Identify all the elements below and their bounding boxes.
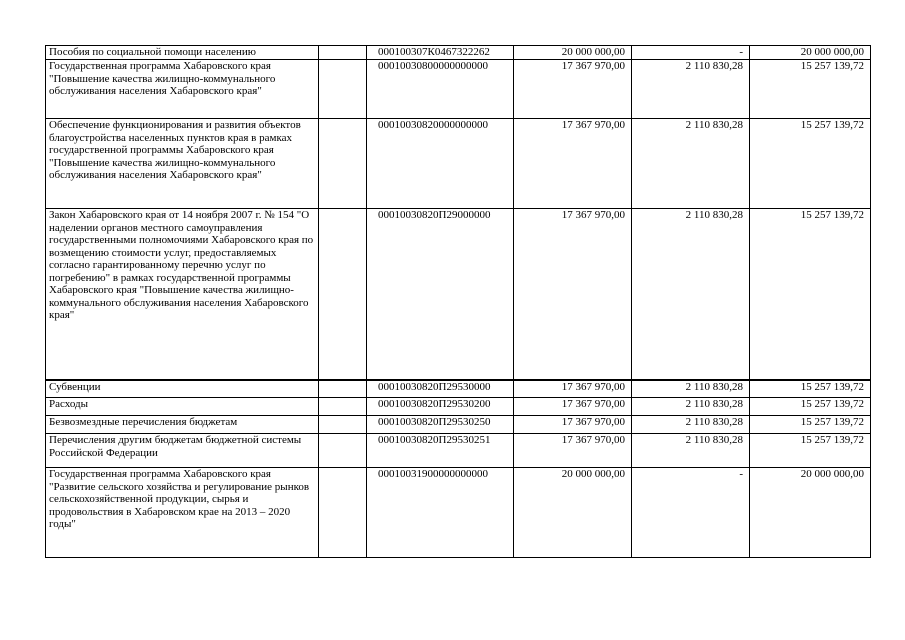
table-row	[46, 434, 871, 468]
row-name: Безвозмездные перечисления бюджетам	[46, 416, 319, 434]
row-name: Расходы	[46, 398, 319, 416]
row-change: 2 110 830,28	[632, 209, 750, 380]
empty-cell	[319, 119, 367, 209]
table-row	[46, 119, 871, 209]
row-code: 00010030820П29000000	[367, 209, 514, 380]
row-code: 00010030820П29530200	[367, 398, 514, 416]
row-change: -	[632, 46, 750, 60]
budget-table	[45, 45, 871, 558]
row-amount: 17 367 970,00	[514, 380, 632, 398]
row-code: 00010031900000000000	[367, 468, 514, 558]
row-code: 000100307К0467322262	[367, 46, 514, 60]
row-code: 00010030820П29530250	[367, 416, 514, 434]
row-name: Пособия по социальной помощи населению	[46, 46, 319, 60]
row-change: 2 110 830,28	[632, 416, 750, 434]
row-change: 2 110 830,28	[632, 434, 750, 468]
row-amount: 17 367 970,00	[514, 416, 632, 434]
table-row	[46, 209, 871, 380]
table-row	[46, 46, 871, 60]
table-row	[46, 468, 871, 558]
empty-cell	[319, 209, 367, 380]
empty-cell	[319, 416, 367, 434]
row-code: 00010030800000000000	[367, 60, 514, 119]
row-code: 00010030820000000000	[367, 119, 514, 209]
row-total: 20 000 000,00	[750, 46, 871, 60]
empty-cell	[319, 434, 367, 468]
row-change: 2 110 830,28	[632, 380, 750, 398]
row-name: Закон Хабаровского края от 14 ноября 2007 г. № 154 "О наделении органов местного самоуправления государственными полномочиями Хабаровского края по возмещению стоимости услуг, предоставляемых согласно гарантированному перечню услуг по погребению" в рамках государственной программы Хабаровского края "Повышение качества жилищно-коммунального обслуживания населения Хабаровского края"	[46, 209, 319, 380]
row-amount: 17 367 970,00	[514, 398, 632, 416]
row-total: 15 257 139,72	[750, 434, 871, 468]
row-change: 2 110 830,28	[632, 398, 750, 416]
row-total: 15 257 139,72	[750, 60, 871, 119]
row-name: Субвенции	[46, 380, 319, 398]
table-row	[46, 380, 871, 398]
table-row	[46, 398, 871, 416]
table-row	[46, 416, 871, 434]
row-amount: 17 367 970,00	[514, 119, 632, 209]
row-name: Перечисления другим бюджетам бюджетной системы Российской Федерации	[46, 434, 319, 468]
row-code: 00010030820П29530000	[367, 380, 514, 398]
row-amount: 17 367 970,00	[514, 209, 632, 380]
row-amount: 20 000 000,00	[514, 46, 632, 60]
row-name: Государственная программа Хабаровского края "Повышение качества жилищно-коммунального обслуживания населения Хабаровского края"	[46, 60, 319, 119]
row-name: Государственная программа Хабаровского края "Развитие сельского хозяйства и регулирование рынков сельскохозяйственной продукции, сырья и продовольствия в Хабаровском крае на 2013 – 2020 годы"	[46, 468, 319, 558]
row-amount: 17 367 970,00	[514, 434, 632, 468]
row-total: 15 257 139,72	[750, 416, 871, 434]
row-change: 2 110 830,28	[632, 119, 750, 209]
row-total: 15 257 139,72	[750, 380, 871, 398]
empty-cell	[319, 380, 367, 398]
empty-cell	[319, 60, 367, 119]
table-row	[46, 60, 871, 119]
empty-cell	[319, 468, 367, 558]
row-name: Обеспечение функционирования и развития объектов благоустройства населенных пунктов края в рамках государственной программы Хабаровского края "Повышение качества жилищно-коммунального обслуживания населения Хабаровского края"	[46, 119, 319, 209]
row-change: 2 110 830,28	[632, 60, 750, 119]
row-total: 15 257 139,72	[750, 119, 871, 209]
row-total: 20 000 000,00	[750, 468, 871, 558]
row-amount: 17 367 970,00	[514, 60, 632, 119]
row-total: 15 257 139,72	[750, 398, 871, 416]
row-amount: 20 000 000,00	[514, 468, 632, 558]
row-code: 00010030820П29530251	[367, 434, 514, 468]
row-total: 15 257 139,72	[750, 209, 871, 380]
empty-cell	[319, 46, 367, 60]
row-change: -	[632, 468, 750, 558]
empty-cell	[319, 398, 367, 416]
